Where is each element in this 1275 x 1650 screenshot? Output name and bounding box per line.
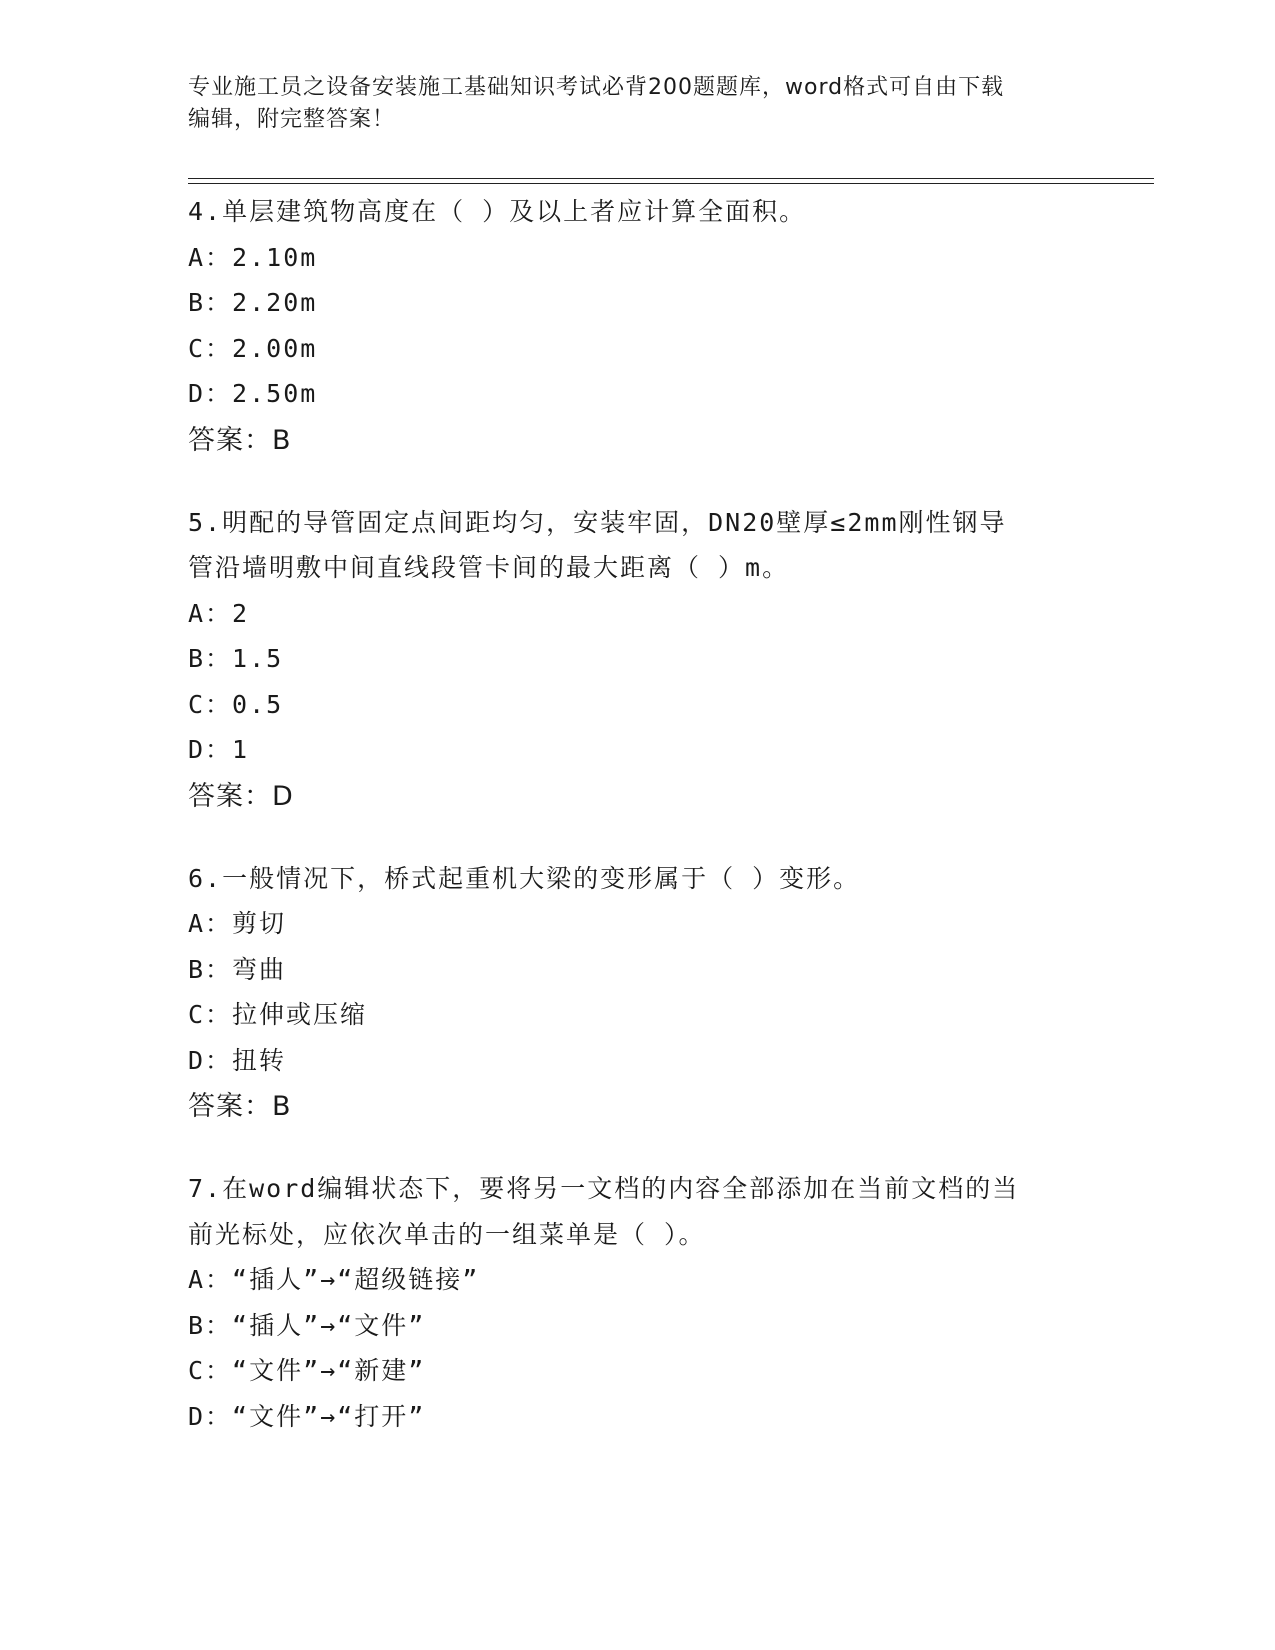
option-a: A：“插人”→“超级链接” (188, 1265, 480, 1294)
option-b: B：弯曲 (188, 954, 287, 984)
question-stem (188, 1166, 1088, 1257)
answer-line: 答案：D (188, 780, 294, 812)
option-b: B：“插人”→“文件” (188, 1310, 426, 1340)
document-header (188, 72, 1088, 136)
stem-line: 5.明配的导管固定点间距均匀，安装牢固，DN20壁厚≤2mm刚性钢导 (188, 507, 1007, 537)
option-d: D：“文件”→“打开” (188, 1401, 426, 1431)
question-6 (188, 856, 1088, 1131)
option-d: D：2.50m (188, 379, 318, 408)
question-4 (188, 189, 1088, 464)
header-divider-bottom (188, 183, 1154, 184)
option-c: C：0.5 (188, 689, 284, 719)
question-list (188, 189, 1088, 1475)
option-c: C：2.00m (188, 333, 318, 363)
header-divider-top (188, 178, 1154, 179)
option-a: A：2 (188, 598, 250, 628)
stem-line: 6.一般情况下，桥式起重机大梁的变形属于（ ）变形。 (188, 863, 861, 893)
option-d: D：扭转 (188, 1045, 287, 1075)
option-c: C：拉伸或压缩 (188, 1000, 368, 1029)
stem-line: 前光标处，应依次单击的一组菜单是（ ）。 (188, 1219, 706, 1249)
option-b: B：1.5 (188, 644, 284, 673)
stem-line: 7.在word编辑状态下，要将另一文档的内容全部添加在当前文档的当 (188, 1174, 1020, 1203)
question-stem (188, 856, 1088, 902)
header-line-1: 专业施工员之设备安装施工基础知识考试必背200题题库，word格式可自由下载 (188, 75, 1005, 100)
question-7 (188, 1166, 1088, 1439)
answer-line: 答案：B (188, 1091, 292, 1122)
option-b: B：2.20m (188, 288, 318, 317)
header-line-2: 编辑，附完整答案！ (188, 107, 396, 132)
answer-line: 答案：B (188, 424, 292, 456)
stem-line: 管沿墙明敷中间直线段管卡间的最大距离（ ）m。 (188, 553, 790, 582)
option-a: A：2.10m (188, 242, 318, 272)
option-a: A：剪切 (188, 909, 287, 938)
question-stem (188, 500, 1088, 591)
stem-line: 4.单层建筑物高度在（ ）及以上者应计算全面积。 (188, 197, 807, 226)
option-d: D：1 (188, 735, 250, 764)
question-5 (188, 500, 1088, 820)
option-c: C：“文件”→“新建” (188, 1356, 426, 1385)
question-stem (188, 189, 1088, 235)
